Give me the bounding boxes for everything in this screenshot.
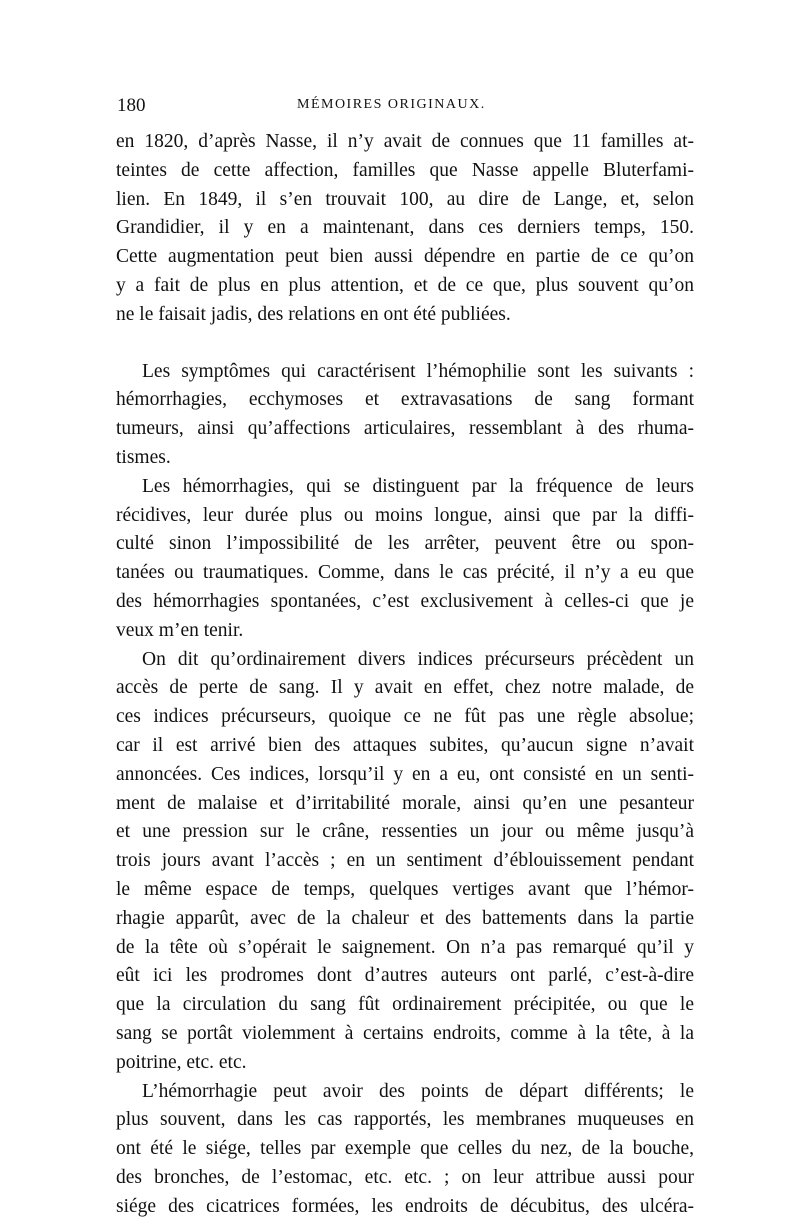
text-line: sang se portât violemment à certains endroits, comme à la tête, à la bbox=[116, 1020, 694, 1049]
page-number: 180 bbox=[117, 95, 146, 117]
text-line: tumeurs, ainsi qu’affections articulaires, ressemblant à des rhuma- bbox=[116, 415, 694, 444]
text-line: ont été le siége, telles par exemple que celles du nez, de la bouche, bbox=[116, 1135, 694, 1164]
text-line: L’hémorrhagie peut avoir des points de départ différents; le bbox=[116, 1078, 694, 1107]
paragraph bbox=[116, 128, 694, 330]
body-text bbox=[116, 128, 694, 1221]
paragraph bbox=[116, 358, 694, 473]
text-line: y a fait de plus en plus attention, et de ce que, plus souvent qu’on bbox=[116, 272, 694, 301]
text-line: en 1820, d’après Nasse, il n’y avait de connues que 11 familles at- bbox=[116, 128, 694, 157]
text-line: rhagie apparût, avec de la chaleur et des battements dans la partie bbox=[116, 905, 694, 934]
text-line: ces indices précurseurs, quoique ce ne fût pas une règle absolue; bbox=[116, 703, 694, 732]
paragraph bbox=[116, 646, 694, 1078]
text-line: lien. En 1849, il s’en trouvait 100, au dire de Lange, et, selon bbox=[116, 186, 694, 215]
text-line: Cette augmentation peut bien aussi dépendre en partie de ce qu’on bbox=[116, 243, 694, 272]
text-line: On dit qu’ordinairement divers indices précurseurs précèdent un bbox=[116, 646, 694, 675]
text-line: ment de malaise et d’irritabilité morale, ainsi qu’en une pesanteur bbox=[116, 790, 694, 819]
text-line: hémorrhagies, ecchymoses et extravasations de sang formant bbox=[116, 386, 694, 415]
text-line: Grandidier, il y en a maintenant, dans ces derniers temps, 150. bbox=[116, 214, 694, 243]
text-line: et une pression sur le crâne, ressenties un jour ou même jusqu’à bbox=[116, 818, 694, 847]
text-line: le même espace de temps, quelques vertiges avant que l’hémor- bbox=[116, 876, 694, 905]
paragraph bbox=[116, 473, 694, 646]
text-line: ne le faisait jadis, des relations en ont été publiées. bbox=[116, 301, 694, 330]
text-line: eût ici les prodromes dont d’autres auteurs ont parlé, c’est-à-dire bbox=[116, 962, 694, 991]
running-head bbox=[117, 95, 697, 119]
text-line: car il est arrivé bien des attaques subites, qu’aucun signe n’avait bbox=[116, 732, 694, 761]
text-line: tanées ou traumatiques. Comme, dans le cas précité, il n’y a eu que bbox=[116, 559, 694, 588]
text-line: culté sinon l’impossibilité de les arrêter, peuvent être ou spon- bbox=[116, 530, 694, 559]
paragraph bbox=[116, 1078, 694, 1221]
text-line: accès de perte de sang. Il y avait en effet, chez notre malade, de bbox=[116, 674, 694, 703]
text-line: annoncées. Ces indices, lorsqu’il y en a eu, ont consisté en un senti- bbox=[116, 761, 694, 790]
running-title: MÉMOIRES ORIGINAUX. bbox=[297, 97, 486, 113]
text-line: poitrine, etc. etc. bbox=[116, 1049, 694, 1078]
text-line: récidives, leur durée plus ou moins longue, ainsi que par la diffi- bbox=[116, 502, 694, 531]
text-line: veux m’en tenir. bbox=[116, 617, 694, 646]
text-line: Les symptômes qui caractérisent l’hémophilie sont les suivants : bbox=[116, 358, 694, 387]
text-line: tismes. bbox=[116, 444, 694, 473]
text-line: de la tête où s’opérait le saignement. On n’a pas remarqué qu’il y bbox=[116, 934, 694, 963]
text-line: que la circulation du sang fût ordinairement précipitée, ou que le bbox=[116, 991, 694, 1020]
text-line: plus souvent, dans les cas rapportés, les membranes muqueuses en bbox=[116, 1106, 694, 1135]
text-line: des hémorrhagies spontanées, c’est exclusivement à celles-ci que je bbox=[116, 588, 694, 617]
text-line: trois jours avant l’accès ; en un sentiment d’éblouissement pendant bbox=[116, 847, 694, 876]
text-line: des bronches, de l’estomac, etc. etc. ; on leur attribue aussi pour bbox=[116, 1164, 694, 1193]
text-line: Les hémorrhagies, qui se distinguent par la fréquence de leurs bbox=[116, 473, 694, 502]
text-line: teintes de cette affection, familles que Nasse appelle Bluterfami- bbox=[116, 157, 694, 186]
text-line: siége des cicatrices formées, les endroits de décubitus, des ulcéra- bbox=[116, 1193, 694, 1221]
